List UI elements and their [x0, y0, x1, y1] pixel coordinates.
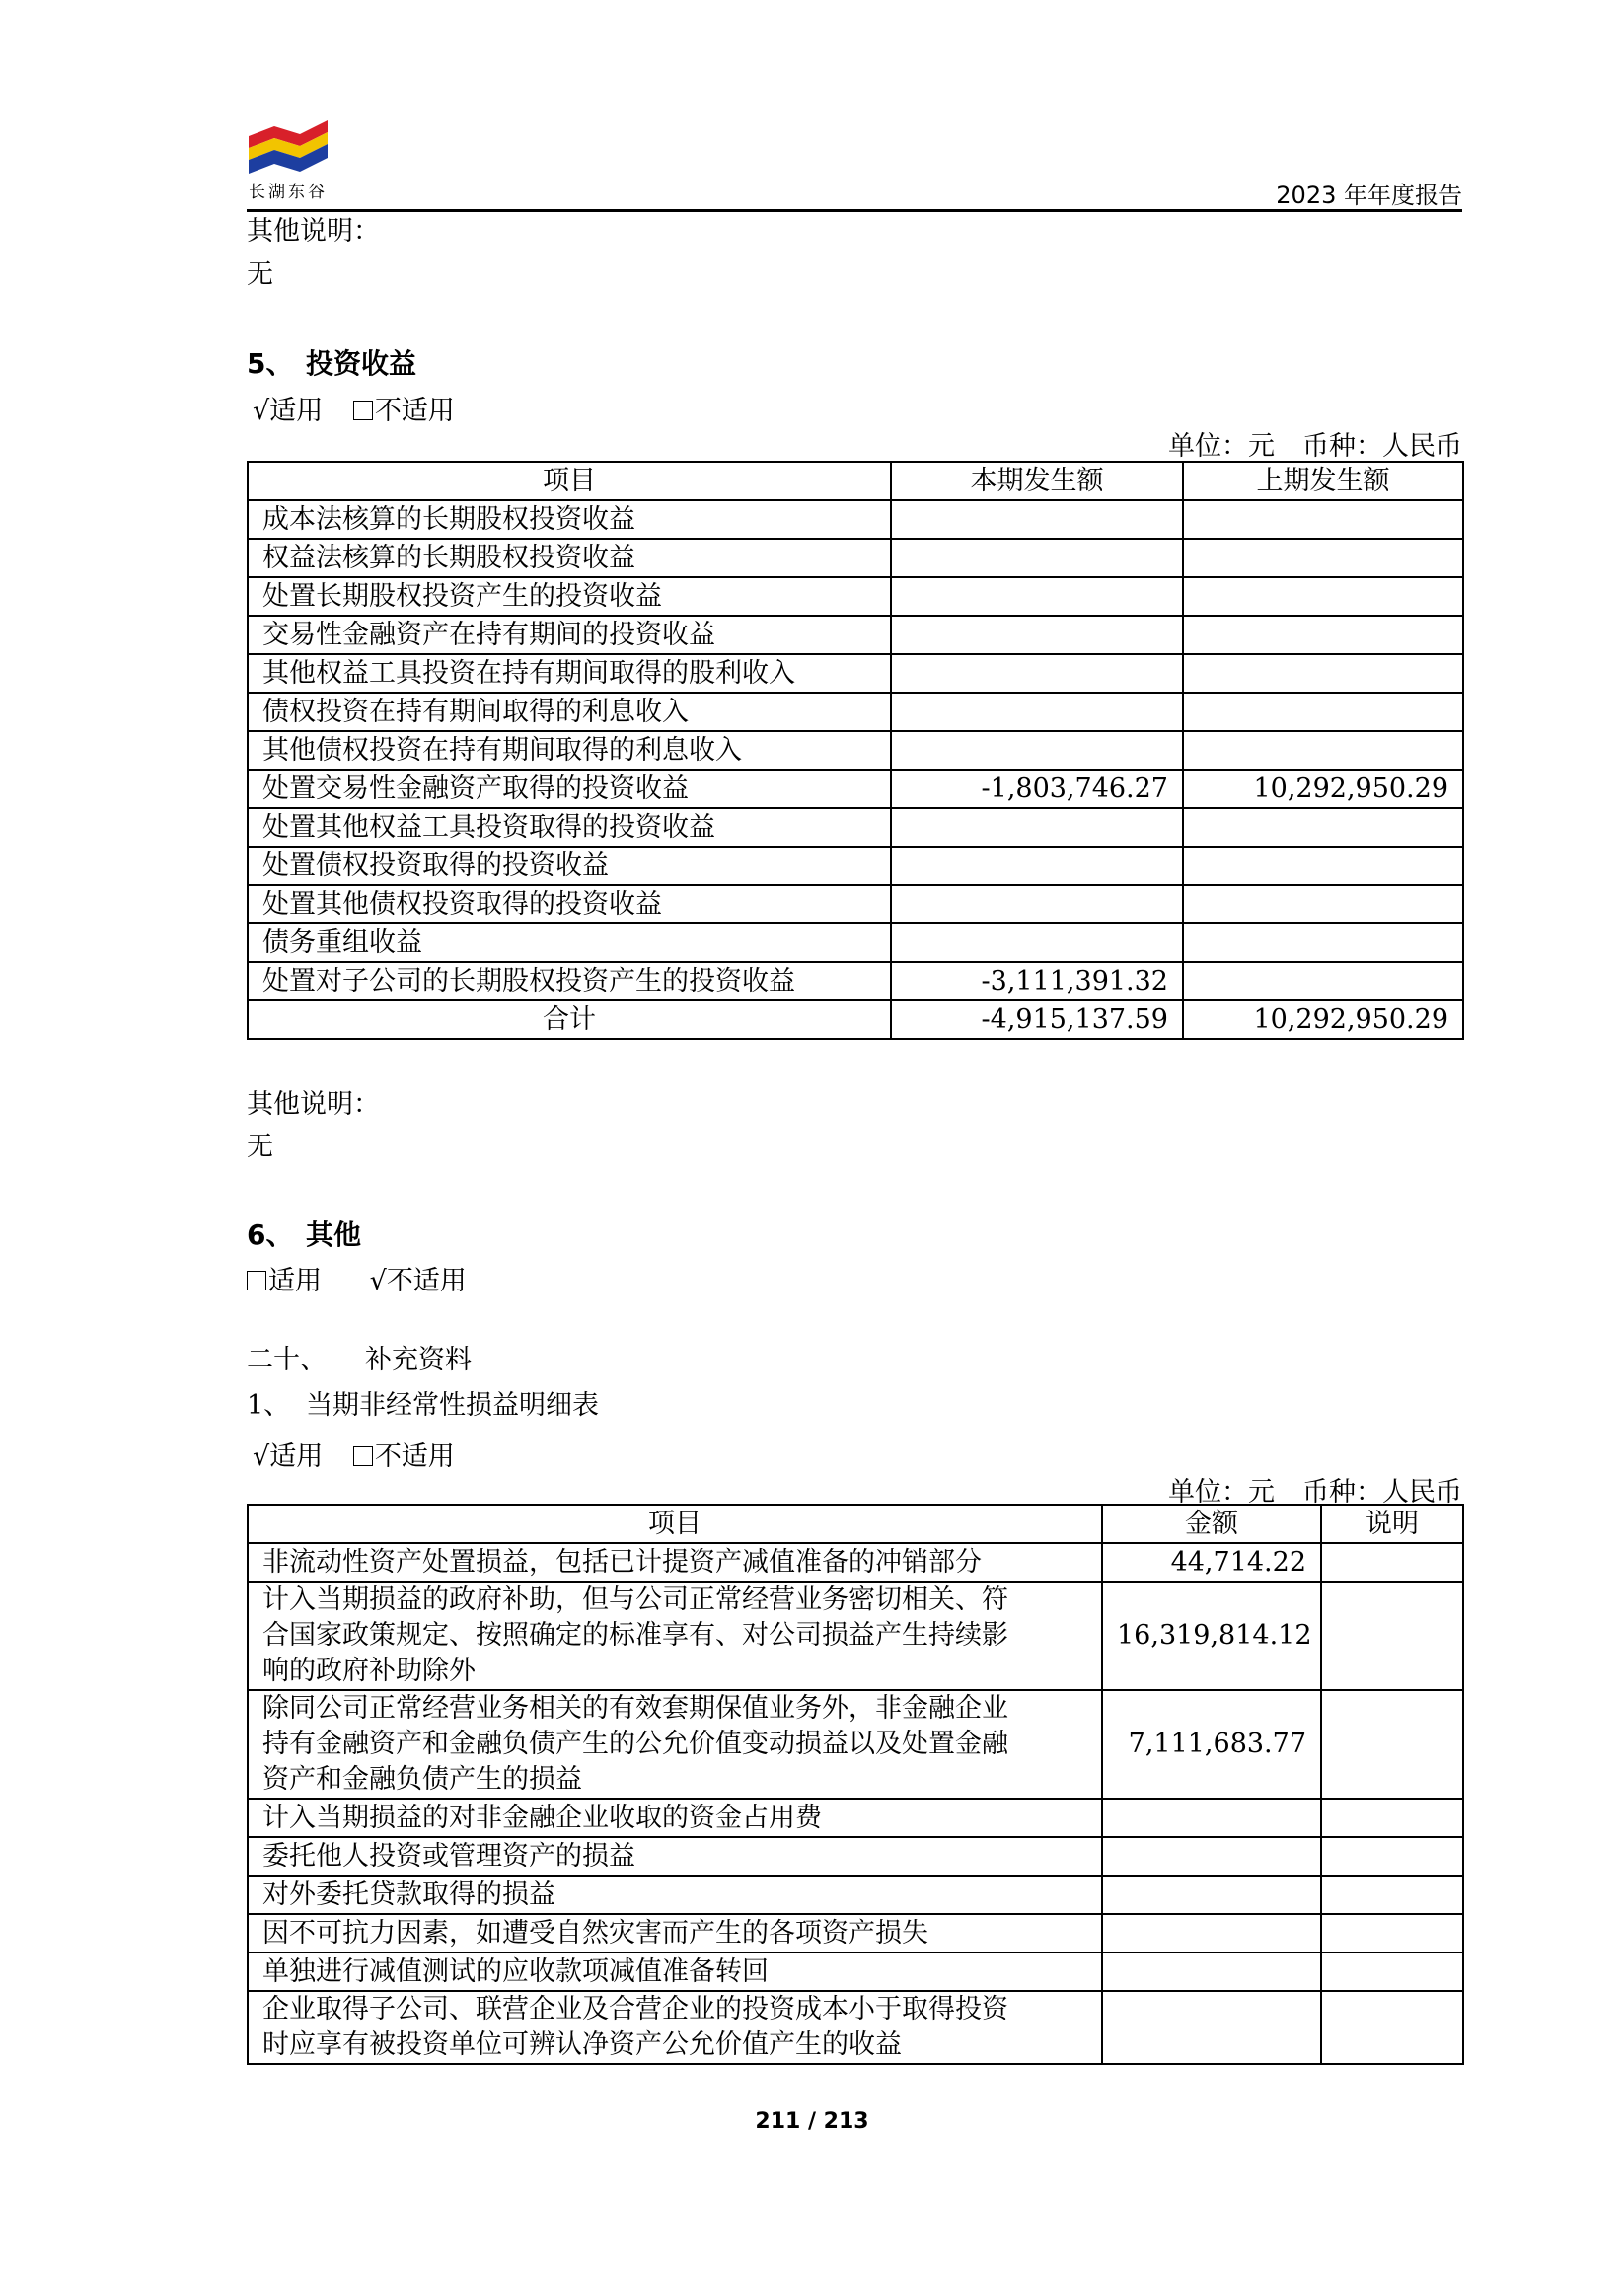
item-line: 非流动性资产处置损益，包括已计提资产减值准备的冲销部分 [262, 1546, 982, 1578]
table-row [248, 1991, 1463, 2064]
table-header-row [248, 462, 1463, 500]
unit-label: 单位：元 [1168, 431, 1275, 462]
item-cell: 处置长期股权投资产生的投资收益 [248, 577, 891, 616]
currency-label: 币种：人民币 [1302, 1477, 1462, 1508]
note-cell [1321, 1876, 1463, 1914]
item-line: 企业取得子公司、联营企业及合营企业的投资成本小于取得投资 [262, 1994, 1008, 2025]
section5-notes-value: 无 [247, 1132, 273, 1162]
item-cell [248, 1543, 1102, 1582]
current-amount-cell [891, 616, 1183, 654]
table-row [248, 731, 1463, 770]
currency-label: 币种：人民币 [1302, 431, 1462, 462]
subsection1-applicability [253, 1435, 477, 1473]
item-cell [248, 1953, 1102, 1991]
item-line: 持有金融资产和金融负债产生的公允价值变动损益以及处置金融 [262, 1729, 1008, 1759]
section20-title: 补充资料 [365, 1345, 472, 1375]
previous-amount-cell [1183, 693, 1463, 731]
previous-amount-cell [1183, 808, 1463, 847]
previous-amount-cell [1183, 847, 1463, 885]
current-amount-cell [891, 885, 1183, 923]
previous-amount-cell [1183, 885, 1463, 923]
item-cell: 其他权益工具投资在持有期间取得的股利收入 [248, 654, 891, 693]
column-header: 项目 [248, 462, 891, 500]
item-cell [248, 1690, 1102, 1799]
table-row [248, 1582, 1463, 1690]
item-cell: 合计 [248, 1000, 891, 1039]
item-line: 计入当期损益的政府补助，但与公司正常经营业务密切相关、符 [262, 1585, 1008, 1615]
amount-cell [1102, 1837, 1321, 1876]
column-header: 项目 [248, 1505, 1102, 1543]
non-recurring-gains-table [247, 1504, 1464, 2065]
table-row [248, 616, 1463, 654]
previous-amount-cell [1183, 616, 1463, 654]
not-applicable-label: 不适用 [374, 1441, 455, 1472]
check-mark-icon: √ [369, 1266, 387, 1296]
item-cell: 成本法核算的长期股权投资收益 [248, 500, 891, 539]
logo-text: 长湖东谷 [249, 183, 328, 202]
previous-amount-cell [1183, 500, 1463, 539]
note-cell [1321, 1690, 1463, 1799]
applicable-label: 适用 [268, 1266, 322, 1296]
previous-amount-cell [1183, 923, 1463, 962]
current-amount-cell: -1,803,746.27 [891, 770, 1183, 808]
table-row [248, 1799, 1463, 1837]
section5-title: 投资收益 [306, 347, 417, 380]
note-cell [1321, 1953, 1463, 1991]
table-row [248, 885, 1463, 923]
item-line: 资产和金融负债产生的损益 [262, 1764, 582, 1795]
current-amount-cell [891, 500, 1183, 539]
checkbox-empty-icon [247, 1271, 266, 1290]
note-cell [1321, 1799, 1463, 1837]
amount-cell [1102, 1876, 1321, 1914]
table-row [248, 654, 1463, 693]
item-cell [248, 1582, 1102, 1690]
applicable-label: 适用 [269, 396, 324, 426]
table-row [248, 847, 1463, 885]
amount-cell [1102, 1991, 1321, 2064]
table-row [248, 1876, 1463, 1914]
table-row [248, 1690, 1463, 1799]
amount-cell [1102, 1914, 1321, 1953]
current-amount-cell: -3,111,391.32 [891, 962, 1183, 1000]
section5-applicability [253, 389, 477, 427]
table-row [248, 808, 1463, 847]
item-cell: 债权投资在持有期间取得的利息收入 [248, 693, 891, 731]
current-amount-cell [891, 654, 1183, 693]
current-amount-cell [891, 847, 1183, 885]
note-cell [1321, 1914, 1463, 1953]
column-header: 说明 [1321, 1505, 1463, 1543]
item-cell [248, 1837, 1102, 1876]
investment-income-table [247, 461, 1464, 1040]
item-cell [248, 1799, 1102, 1837]
item-line: 因不可抗力因素，如遭受自然灾害而产生的各项资产损失 [262, 1917, 928, 1949]
item-cell [248, 1991, 1102, 2064]
subsection1-title: 当期非经常性损益明细表 [306, 1390, 599, 1421]
note-cell [1321, 1837, 1463, 1876]
section6-heading [247, 1214, 361, 1253]
item-cell [248, 1876, 1102, 1914]
item-line: 响的政府补助除外 [262, 1656, 476, 1686]
item-line: 合国家政策规定、按照确定的标准享有、对公司损益产生持续影 [262, 1620, 1008, 1651]
not-applicable-label: 不适用 [386, 1266, 467, 1296]
current-amount-cell [891, 731, 1183, 770]
table-row [248, 693, 1463, 731]
amount-cell: 16,319,814.12 [1102, 1582, 1321, 1690]
table-header-row [248, 1505, 1463, 1543]
table-row [248, 1914, 1463, 1953]
note-cell [1321, 1991, 1463, 2064]
previous-amount-cell: 10,292,950.29 [1183, 1000, 1463, 1039]
item-line: 委托他人投资或管理资产的损益 [262, 1840, 635, 1872]
table-row [248, 500, 1463, 539]
item-cell: 处置债权投资取得的投资收益 [248, 847, 891, 885]
table-row [248, 1543, 1463, 1582]
previous-amount-cell [1183, 539, 1463, 577]
check-mark-icon: √ [253, 1441, 270, 1472]
item-cell: 权益法核算的长期股权投资收益 [248, 539, 891, 577]
item-cell: 处置其他债权投资取得的投资收益 [248, 885, 891, 923]
current-amount-cell [891, 808, 1183, 847]
previous-amount-cell [1183, 731, 1463, 770]
column-header: 金额 [1102, 1505, 1321, 1543]
item-line: 单独进行减值测试的应收款项减值准备转回 [262, 1955, 769, 1987]
item-cell: 处置其他权益工具投资取得的投资收益 [248, 808, 891, 847]
item-line: 时应享有被投资单位可辨认净资产公允价值产生的收益 [262, 2029, 902, 2060]
table-row [248, 539, 1463, 577]
section5-unit-line [1141, 424, 1462, 463]
amount-cell: 7,111,683.77 [1102, 1690, 1321, 1799]
top-notes-value: 无 [247, 259, 273, 290]
top-notes-label: 其他说明： [247, 216, 380, 247]
report-title: 2023 年年度报告 [1276, 182, 1462, 209]
item-cell: 债务重组收益 [248, 923, 891, 962]
table-row [248, 1953, 1463, 1991]
current-amount-cell [891, 693, 1183, 731]
table-row [248, 770, 1463, 808]
item-cell [248, 1914, 1102, 1953]
table-row [248, 577, 1463, 616]
amount-cell: 44,714.22 [1102, 1543, 1321, 1582]
current-amount-cell [891, 577, 1183, 616]
section6-number: 6、 [247, 1218, 294, 1251]
item-cell: 处置交易性金融资产取得的投资收益 [248, 770, 891, 808]
section20-number: 二十、 [247, 1345, 327, 1375]
not-applicable-label: 不适用 [374, 396, 455, 426]
column-header: 本期发生额 [891, 462, 1183, 500]
unit-label: 单位：元 [1168, 1477, 1275, 1508]
header-divider [247, 209, 1462, 212]
check-mark-icon: √ [253, 396, 270, 426]
current-amount-cell [891, 539, 1183, 577]
subsection1-number: 1、 [247, 1390, 291, 1421]
column-header: 上期发生额 [1183, 462, 1463, 500]
previous-amount-cell: 10,292,950.29 [1183, 770, 1463, 808]
section5-notes-label: 其他说明： [247, 1089, 380, 1120]
checkbox-empty-icon [353, 1446, 373, 1466]
item-line: 除同公司正常经营业务相关的有效套期保值业务外，非金融企业 [262, 1693, 1008, 1724]
note-cell [1321, 1582, 1463, 1690]
amount-cell [1102, 1953, 1321, 1991]
table-row [248, 962, 1463, 1000]
section5-number: 5、 [247, 347, 294, 380]
amount-cell [1102, 1799, 1321, 1837]
table-row [248, 1000, 1463, 1039]
previous-amount-cell [1183, 962, 1463, 1000]
table-row [248, 1837, 1463, 1876]
item-line: 计入当期损益的对非金融企业收取的资金占用费 [262, 1802, 822, 1833]
note-cell [1321, 1543, 1463, 1582]
section20-heading [247, 1344, 472, 1377]
item-cell: 其他债权投资在持有期间取得的利息收入 [248, 731, 891, 770]
previous-amount-cell [1183, 577, 1463, 616]
table-row [248, 923, 1463, 962]
section6-title: 其他 [306, 1218, 362, 1251]
item-cell: 处置对子公司的长期股权投资产生的投资收益 [248, 962, 891, 1000]
item-line: 对外委托贷款取得的损益 [262, 1879, 555, 1910]
item-cell: 交易性金融资产在持有期间的投资收益 [248, 616, 891, 654]
current-amount-cell: -4,915,137.59 [891, 1000, 1183, 1039]
previous-amount-cell [1183, 654, 1463, 693]
section5-heading [247, 342, 416, 382]
subsection1-heading [247, 1389, 599, 1423]
current-amount-cell [891, 923, 1183, 962]
applicable-label: 适用 [269, 1441, 324, 1472]
section6-applicability [247, 1259, 488, 1297]
checkbox-empty-icon [353, 401, 373, 420]
page-number: 211 / 213 [755, 2109, 869, 2134]
